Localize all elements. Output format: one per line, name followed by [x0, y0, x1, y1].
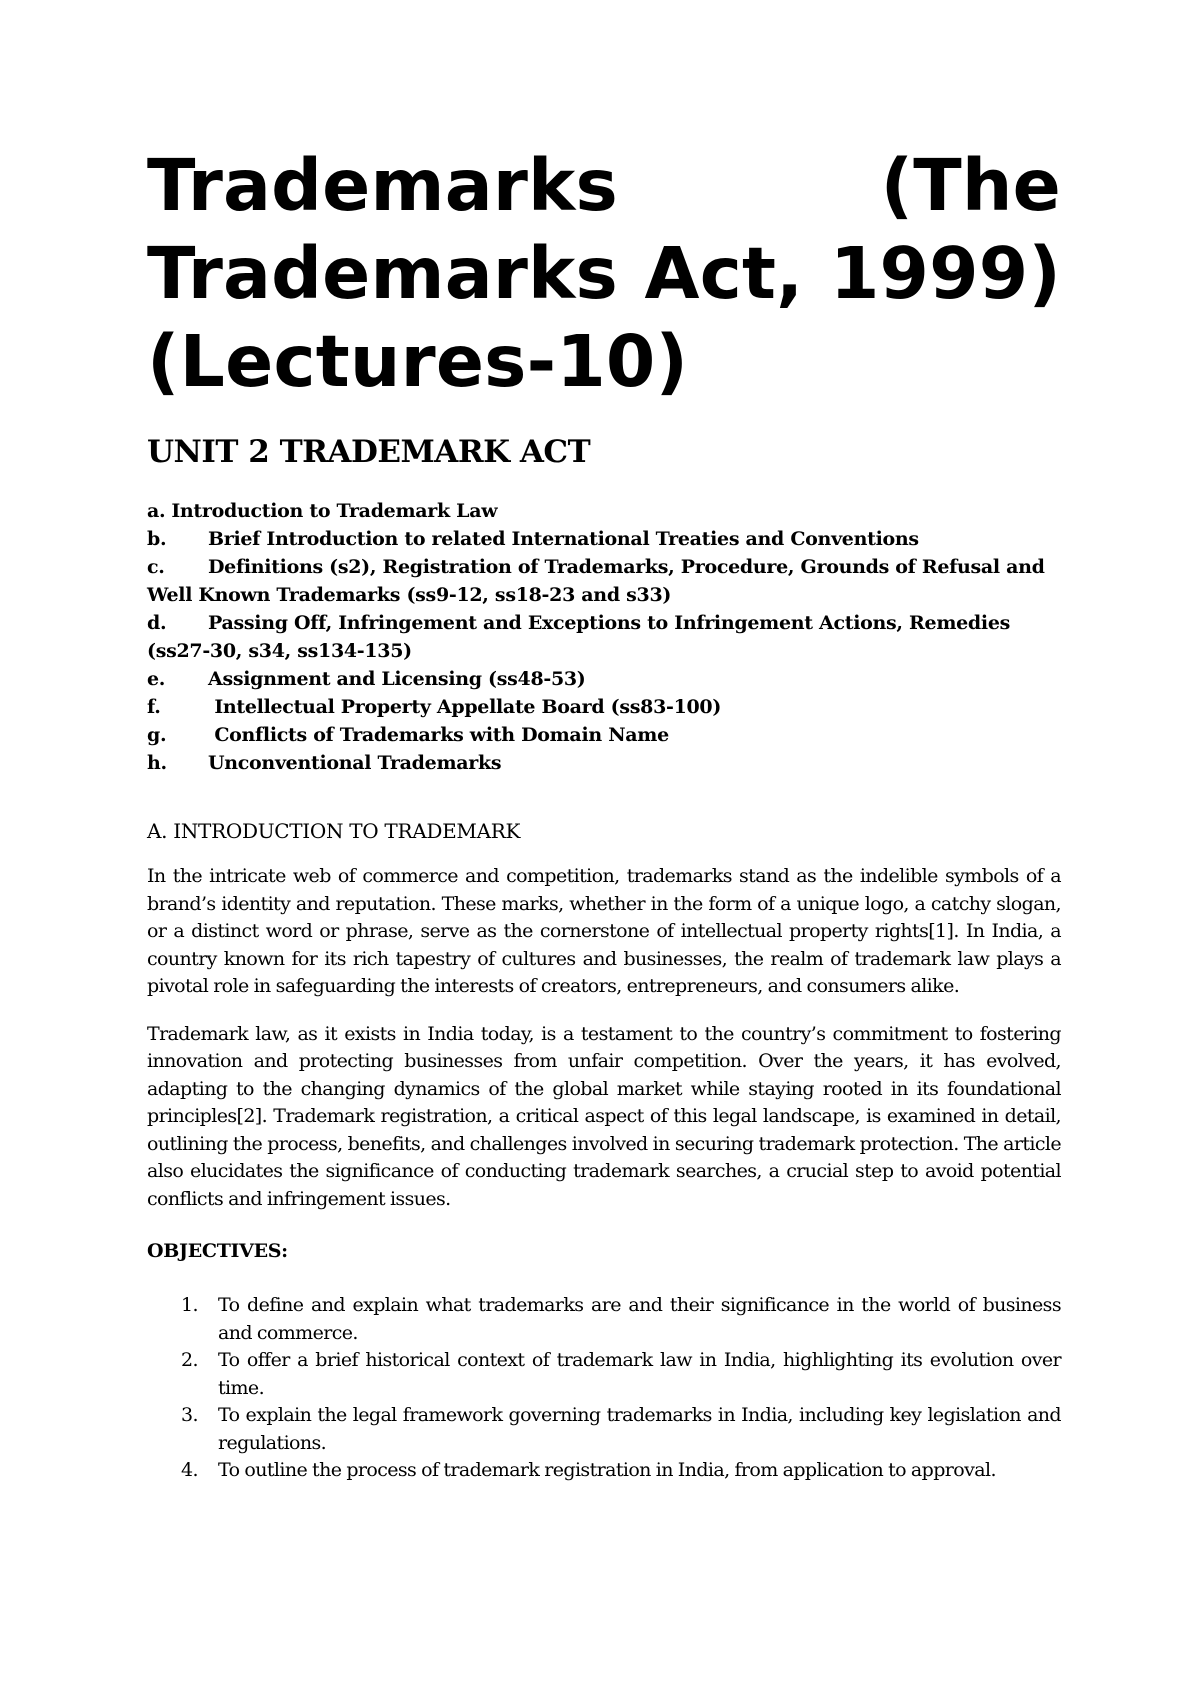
objective-text: To explain the legal framework governing trademarks in India, including key legislation and regulations. — [218, 1404, 1061, 1454]
title-line: (Lectures-10) — [147, 320, 689, 403]
objective-number: 2. — [181, 1349, 198, 1371]
toc-marker: f. — [147, 696, 161, 718]
objective-number: 4. — [181, 1459, 198, 1481]
toc-marker: e. — [147, 668, 166, 690]
objective-number: 3. — [181, 1404, 198, 1426]
objective-item — [147, 1457, 1061, 1485]
objectives-list — [147, 1292, 1061, 1485]
toc-item — [147, 721, 1061, 749]
toc-marker: g. — [147, 724, 167, 746]
objective-text: To offer a brief historical context of trademark law in India, highlighting its evolution over time. — [218, 1349, 1061, 1399]
page-content — [147, 142, 1061, 1485]
toc-item — [147, 497, 1061, 525]
objectives-heading: OBJECTIVES: — [147, 1240, 288, 1262]
objective-item — [147, 1347, 1061, 1402]
toc-item — [147, 553, 1061, 609]
objective-item — [147, 1292, 1061, 1347]
objective-item — [147, 1402, 1061, 1457]
toc-text: Intellectual Property Appellate Board (ss83-100) — [208, 696, 722, 718]
document-title — [147, 142, 1061, 406]
toc-text: Unconventional Trademarks — [208, 752, 502, 774]
toc-text: Introduction to Trademark Law — [171, 500, 498, 522]
toc-item — [147, 749, 1061, 777]
toc-item — [147, 525, 1061, 553]
toc-text: Brief Introduction to related International Treaties and Conventions — [208, 528, 919, 550]
toc-item — [147, 693, 1061, 721]
toc-marker: c. — [147, 556, 165, 578]
toc-marker: h. — [147, 752, 167, 774]
table-of-contents — [147, 497, 1061, 777]
body-paragraph: In the intricate web of commerce and competition, trademarks stand as the indelible symbols of a brand’s identity and reputation. These marks, whether in the form of a unique logo, a catchy slogan, or a distinct word or phrase, serve as the cornerstone of intellectual property rights[1]. In India, a country known for its rich tapestry of cultures and businesses, the realm of trademark law plays a pivotal role in safeguarding the interests of creators, entrepreneurs, and consumers alike. — [147, 865, 1061, 997]
toc-text: Passing Off, Infringement and Exceptions to Infringement Actions, Remedies (ss27-30, s34, ss134-135) — [147, 612, 1011, 662]
objective-text: To define and explain what trademarks are and their significance in the world of business and commerce. — [218, 1294, 1061, 1344]
toc-item — [147, 665, 1061, 693]
title-line: Trademarks (The — [147, 144, 1061, 227]
unit-heading: UNIT 2 TRADEMARK ACT — [147, 434, 591, 470]
section-heading: A. INTRODUCTION TO TRADEMARK — [147, 819, 521, 843]
title-line: Trademarks Act, 1999) — [147, 232, 1061, 315]
toc-marker: d. — [147, 612, 167, 634]
toc-text: Definitions (s2), Registration of Trademarks, Procedure, Grounds of Refusal and Well Known Trademarks (ss9-12, ss18-23 and s33) — [147, 556, 1045, 606]
toc-item — [147, 609, 1061, 665]
body-paragraph: Trademark law, as it exists in India today, is a testament to the country’s commitment to fostering innovation and protecting businesses from unfair competition. Over the years, it has evolved, adapting to the changing dynamics of the global market while staying rooted in its foundational principles[2]. Trademark registration, a critical aspect of this legal landscape, is examined in detail, outlining the process, benefits, and challenges involved in securing trademark protection. The article also elucidates the significance of conducting trademark searches, a crucial step to avoid potential conflicts and infringement issues. — [147, 1022, 1061, 1210]
objective-number: 1. — [181, 1294, 198, 1316]
objective-text: To outline the process of trademark registration in India, from application to approval. — [218, 1459, 996, 1481]
toc-marker: b. — [147, 528, 167, 550]
toc-text: Conflicts of Trademarks with Domain Name — [208, 724, 669, 746]
toc-text: Assignment and Licensing (ss48-53) — [208, 668, 586, 690]
toc-marker: a. — [147, 500, 166, 522]
